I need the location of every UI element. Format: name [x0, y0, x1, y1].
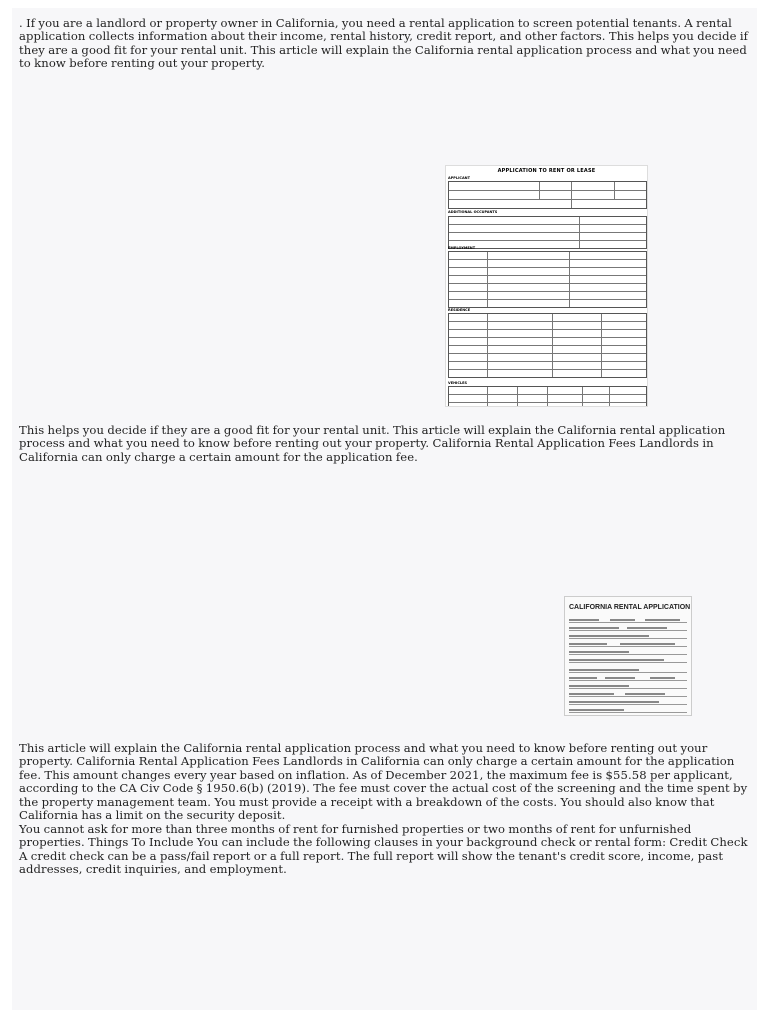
california-rental-application-image	[564, 596, 692, 716]
form-section-label: ADDITIONAL OCCUPANTS	[448, 210, 498, 214]
paragraph-intro: . If you are a landlord or property owner in California, you need a rental application to screen potential tenants. A rental application collects information about their income, rental history, credit report, and other factors. This helps you decide if they are a good fit for your rental unit. This article will explain the California rental application process and what you need to know before renting out your property.	[19, 16, 749, 71]
form-section-label: EMPLOYMENT	[448, 246, 476, 250]
form-section-label: VEHICLES	[448, 381, 468, 385]
form-title: APPLICATION TO RENT OR LEASE	[497, 168, 596, 174]
paragraph-fit: This helps you decide if they are a good fit for your rental unit. This article will explain the California rental application process and what you need to know before renting out your property. California Rental Application Fees Landlords in California can only charge a certain amount for the application fee.	[19, 423, 726, 464]
form-section-label: APPLICANT	[448, 176, 470, 180]
paragraph-deposit: You cannot ask for more than three months of rent for furnished properties or two months of rent for unfurnished properties. Things To Include You can include the following clauses in your background check or rental form: Credit Check A credit check can be a pass/fail report or a full report. The full report will show the tenant's credit score, income, past addresses, credit inquiries, and employment.	[19, 822, 748, 877]
document-page	[12, 8, 757, 1010]
form-section-label: RESIDENCE	[448, 308, 471, 312]
paragraph-fees: This article will explain the California rental application process and what you need to know before renting out your property. California Rental Application Fees Landlords in California can only charge a certain amount for the application fee. This amount changes every year based on inflation. As of December 2021, the maximum fee is $55.58 per applicant, according to the CA Civ Code § 1950.6(b) (2019). The fee must cover the actual cost of the screening and the time spent by the property management team. You must provide a receipt with a breakdown of the costs. You should also know that California has a limit on the security deposit.	[19, 741, 748, 823]
application-to-rent-form-image	[445, 165, 648, 407]
form-title: CALIFORNIA RENTAL APPLICATION	[569, 604, 691, 611]
